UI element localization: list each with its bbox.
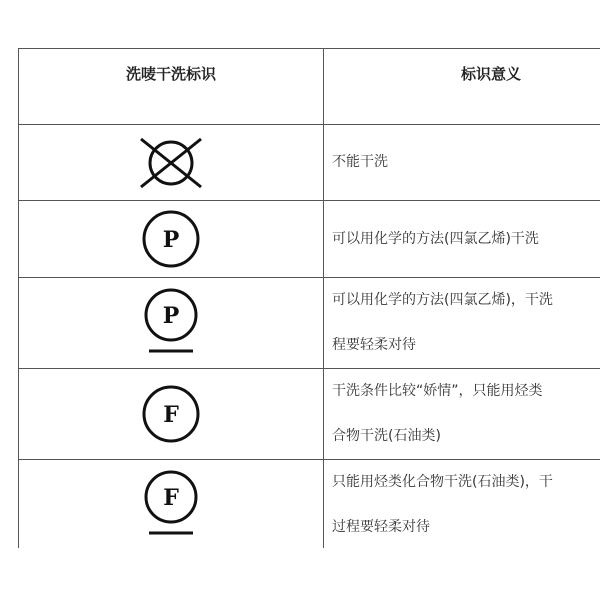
table-row bbox=[19, 125, 600, 201]
meaning-cell bbox=[324, 278, 600, 369]
icon-letter: P bbox=[162, 303, 180, 329]
table-header-row bbox=[19, 49, 600, 125]
meaning-text: 可以用化学的方法(四氯乙烯)，干洗 bbox=[332, 292, 553, 308]
table-row bbox=[19, 460, 600, 549]
icon-letter: F bbox=[163, 402, 179, 428]
dry-clean-symbols-table bbox=[18, 48, 600, 548]
meaning-cell bbox=[324, 460, 600, 549]
symbol-cell bbox=[19, 369, 324, 460]
symbol-cell bbox=[19, 125, 324, 201]
icon-letter: P bbox=[162, 227, 180, 253]
meaning-text: 干洗条件比较“娇情”，只能用烃类 bbox=[332, 383, 543, 399]
symbol-cell bbox=[19, 460, 324, 549]
meaning-text: 过程要轻柔对待 bbox=[332, 519, 430, 535]
meaning-text: 可以用化学的方法(四氯乙烯)干洗 bbox=[332, 230, 539, 247]
meaning-text: 程要轻柔对待 bbox=[332, 337, 416, 353]
meaning-text: 不能干洗 bbox=[332, 154, 388, 170]
symbol-cell bbox=[19, 201, 324, 278]
dry-clean-p-gentle-icon bbox=[141, 288, 201, 358]
table-row bbox=[19, 278, 600, 369]
no-dry-clean-icon bbox=[138, 136, 204, 190]
meaning-text: 只能用烃类化合物干洗(石油类)，干 bbox=[332, 474, 553, 490]
meaning-cell bbox=[324, 125, 600, 201]
dry-clean-p-icon bbox=[141, 209, 201, 269]
table-row bbox=[19, 201, 600, 278]
header-symbol: 洗唛干洗标识 bbox=[19, 49, 324, 125]
header-meaning: 标识意义 bbox=[324, 49, 600, 125]
meaning-cell bbox=[324, 201, 600, 278]
dry-clean-f-icon bbox=[141, 384, 201, 444]
dry-clean-f-gentle-icon bbox=[141, 470, 201, 540]
meaning-cell bbox=[324, 369, 600, 460]
icon-letter: F bbox=[163, 485, 179, 511]
care-label-table-container bbox=[18, 48, 600, 548]
meaning-text: 合物干洗(石油类) bbox=[332, 428, 441, 444]
table-row bbox=[19, 369, 600, 460]
symbol-cell bbox=[19, 278, 324, 369]
